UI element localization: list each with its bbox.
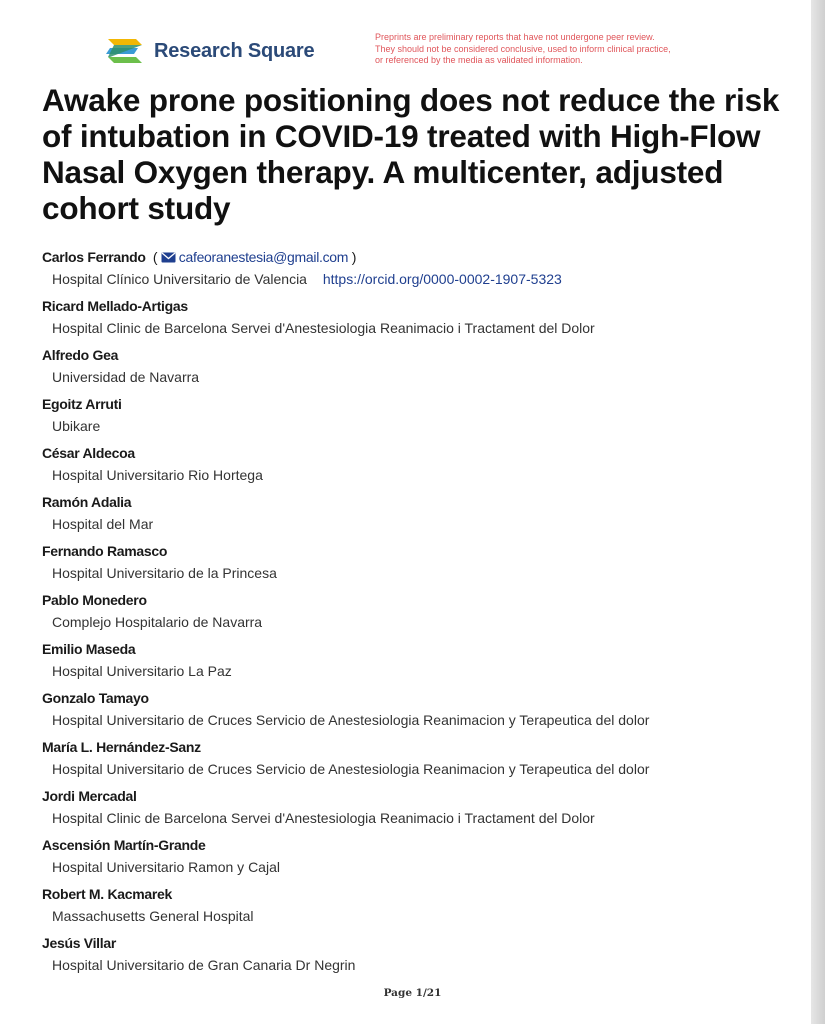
contact-paren-close: )	[351, 249, 357, 265]
author-entry	[42, 638, 802, 687]
page-edge-shadow	[811, 0, 825, 1024]
author-name: Carlos Ferrando	[42, 249, 146, 265]
author-entry	[42, 491, 802, 540]
mail-icon	[161, 252, 176, 263]
author-name: Alfredo Gea	[42, 347, 119, 363]
author-affiliation: Hospital Universitario de Cruces Servicio de Anestesiologia Reanimacion y Terapeutica del dolor	[52, 761, 650, 777]
author-affiliation: Massachusetts General Hospital	[52, 908, 254, 924]
author-name: Ramón Adalia	[42, 494, 132, 510]
author-affiliation: Hospital Universitario Rio Hortega	[52, 467, 263, 483]
author-name: Emilio Maseda	[42, 641, 136, 657]
author-affiliation: Complejo Hospitalario de Navarra	[52, 614, 263, 630]
author-affiliation: Hospital Universitario Ramon y Cajal	[52, 859, 280, 875]
disclaimer-line: They should not be considered conclusive, used to inform clinical practice,	[375, 43, 671, 54]
author-entry	[42, 932, 802, 981]
brand-name: Research Square	[154, 39, 315, 62]
author-contact	[149, 249, 356, 265]
author-name: Ricard Mellado-Artigas	[42, 298, 188, 314]
page-number: Page 1/21	[383, 987, 442, 999]
author-entry	[42, 883, 802, 932]
author-name: Ascensión Martín-Grande	[42, 837, 206, 853]
orcid-link[interactable]: https://orcid.org/0000-0002-1907-5323	[322, 271, 562, 287]
author-affiliation: Hospital Universitario de Gran Canaria Dr Negrin	[52, 957, 356, 973]
author-affiliation: Universidad de Navarra	[52, 369, 200, 385]
author-affiliation: Ubikare	[52, 418, 101, 434]
author-entry	[42, 589, 802, 638]
author-affiliation: Hospital Universitario de la Princesa	[52, 565, 277, 581]
author-name-line	[42, 246, 802, 268]
author-name: Fernando Ramasco	[42, 543, 168, 559]
author-entry	[42, 834, 802, 883]
author-email-link[interactable]: cafeoranestesia@gmail.com	[178, 249, 349, 265]
research-square-logo-icon	[106, 36, 144, 66]
paper-title: Awake prone positioning does not reduce the risk of intubation in COVID-19 treated with High-Flow Nasal Oxygen therapy. A multicenter, adjusted cohort study	[42, 82, 780, 226]
contact-paren-open: (	[152, 249, 158, 265]
author-affiliation: Hospital Clinic de Barcelona Servei d'Anestesiologia Reanimacio i Tractament del Dolor	[52, 810, 595, 826]
author-entry	[42, 736, 802, 785]
author-entry	[42, 246, 802, 295]
disclaimer-line: or referenced by the media as validated information.	[375, 55, 583, 65]
author-entry	[42, 344, 802, 393]
author-affiliation: Hospital Universitario de Cruces Servicio de Anestesiologia Reanimacion y Terapeutica del dolor	[52, 712, 650, 728]
author-affiliation-line	[42, 268, 802, 290]
author-name: César Aldecoa	[42, 445, 135, 461]
author-name: Jordi Mercadal	[42, 788, 137, 804]
author-entry	[42, 295, 802, 344]
author-name: Pablo Monedero	[42, 592, 147, 608]
author-name: Egoitz Arruti	[42, 396, 122, 412]
research-square-logo[interactable]	[106, 34, 314, 68]
author-entry	[42, 442, 802, 491]
author-affiliation: Hospital Universitario La Paz	[52, 663, 232, 679]
author-entry	[42, 785, 802, 834]
author-name: Gonzalo Tamayo	[42, 690, 149, 706]
author-name: Robert M. Kacmarek	[42, 886, 172, 902]
author-entry	[42, 393, 802, 442]
author-name: Jesús Villar	[42, 935, 116, 951]
author-affiliation: Hospital Clinic de Barcelona Servei d'Anestesiologia Reanimacio i Tractament del Dolor	[52, 320, 595, 336]
disclaimer-line: Preprints are preliminary reports that have not undergone peer review.	[375, 32, 655, 42]
author-affiliation: Hospital del Mar	[52, 516, 154, 532]
author-affiliation: Hospital Clínico Universitario de Valencia	[52, 271, 307, 287]
author-name: María L. Hernández-Sanz	[42, 739, 201, 755]
author-entry	[42, 540, 802, 589]
author-list	[42, 246, 802, 981]
preprint-disclaimer	[375, 32, 745, 67]
author-entry	[42, 687, 802, 736]
